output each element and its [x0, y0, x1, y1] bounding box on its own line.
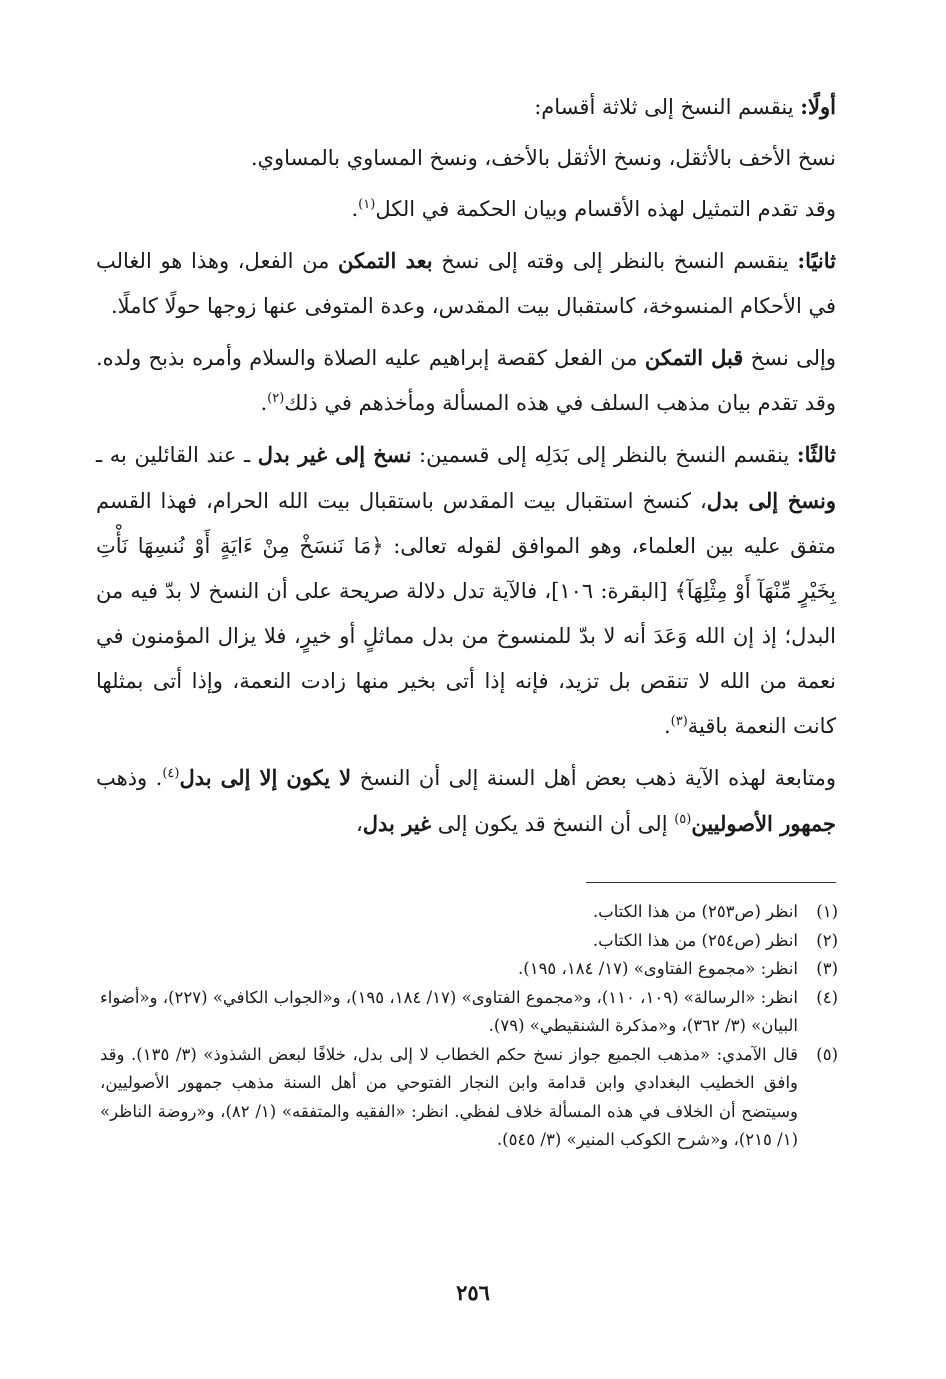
footnote-ref: (١): [358, 197, 376, 212]
footnote-number: (٥): [816, 1044, 838, 1064]
footnote-text: انظر (ص٢٥٣) من هذا الكتاب.: [592, 902, 798, 921]
text-run: ينقسم النسخ بالنظر إلى بَدَلِه إلى قسمين:: [411, 443, 797, 467]
footnote-number: (٣): [816, 959, 838, 978]
text-run: ينقسم النسخ إلى ثلاثة أقسام:: [534, 95, 801, 119]
page-number: ٢٥٦: [456, 1280, 490, 1305]
footnote-ref: (٢): [267, 391, 285, 406]
text-run: .: [663, 714, 671, 738]
footnote-ref: (٤): [162, 766, 180, 781]
paragraph: [96, 238, 836, 329]
bold-term: جمهور الأصوليين: [691, 811, 836, 836]
text-run: وإلى نسخ: [743, 346, 836, 370]
bold-term: ثانيًا:: [797, 248, 836, 273]
footnote-divider: [586, 882, 836, 883]
paragraph: [96, 84, 836, 130]
paragraph: [96, 432, 836, 749]
bold-term: غير بدل: [362, 811, 432, 836]
text-run: ،: [355, 812, 363, 836]
text-run: ومتابعة لهذه الآية ذهب بعض أهل السنة إلى أن النسخ: [351, 766, 836, 790]
text-run: ـ عند القائلين به ـ: [96, 443, 258, 467]
text-run: ، كنسخ استقبال بيت المقدس باستقبال بيت الله الحرام، فهذا القسم متفق عليه بين العلماء، وهو الموافق لقوله تعالى: ﴿مَا نَنسَخْ مِنْ ءَايَةٍ أَوْ نُنسِهَا نَأْتِ بِخَيْرٍ مِّنْهَآ أَوْ مِثْلِهَآ﴾ [البقرة: ١٠٦]، فالآية تدل دلالة صريحة على أن النسخ لا بدّ فيه من البدل؛ إذ إن الله وَعَدَ أنه لا بدّ للمنسوخ من بدل مماثلٍ أو خيرٍ، فلا يزال المؤمنون في نعمة من الله لا تنقص بل تزيد، فإنه إذا أتى بخير منها زادت النعمة، وإذا أتى بمثلها كانت النعمة باقية: [96, 489, 837, 738]
footnote: [100, 955, 838, 984]
main-text: [96, 84, 836, 853]
text-run: .: [260, 391, 268, 415]
text-run: من الفعل، وهذا هو الغالب في الأحكام المنسوخة، كاستقبال بيت المقدس، وعدة المتوفى عنها زوجها حولًا كاملًا.: [96, 249, 836, 318]
text-run: ينقسم النسخ بالنظر إلى وقته إلى نسخ: [432, 249, 798, 273]
footnote-number: (٢): [816, 930, 838, 950]
footnote-number: (١): [816, 902, 838, 921]
footnote: [100, 984, 838, 1041]
paragraph: [96, 187, 836, 232]
paragraph: [96, 136, 836, 181]
footnote-text: انظر: «الرسالة» (١٠٩، ١١٠)، و«مجموع الفتاوى» (١٧/ ١٨٤، ١٩٥)، و«الجواب الكافي» (٢٢٧)، و«أضواء البيان» (٣/ ٣٦٢)، و«مذكرة الشنقيطي» (٧٩).: [100, 987, 799, 1035]
text-run: .: [351, 197, 359, 221]
footnote-ref: (٥): [674, 812, 692, 827]
bold-term: ونسخ إلى بدل: [706, 488, 836, 513]
footnote: [100, 898, 838, 927]
bold-term: ثالثًا:: [796, 442, 836, 467]
bold-term: لا يكون إلا إلى بدل: [179, 765, 352, 790]
bold-term: أولًا:: [800, 94, 836, 119]
paragraph: [96, 755, 836, 847]
footnote-number: (٤): [816, 987, 838, 1007]
footnote: [100, 927, 838, 956]
footnotes: [100, 898, 838, 1155]
footnote-text: انظر (ص٢٥٤) من هذا الكتاب.: [592, 930, 798, 950]
text-run: وقد تقدم التمثيل لهذه الأقسام وبيان الحكمة في الكل: [375, 197, 836, 221]
text-run: نسخ الأخف بالأثقل، ونسخ الأثقل بالأخف، ونسخ المساوي بالمساوي.: [250, 146, 836, 170]
bold-term: بعد التمكن: [337, 248, 433, 273]
footnote-text: انظر: «مجموع الفتاوى» (١٧/ ١٨٤، ١٩٥).: [518, 959, 798, 978]
paragraph: [96, 335, 836, 426]
footnote-ref: (٣): [670, 714, 688, 729]
text-run: . وذهب: [96, 766, 163, 790]
footnote-text: قال الآمدي: «مذهب الجميع جواز نسخ حكم الخطاب لا إلى بدل، خلافًا لبعض الشذوذ» (٣/ ١٣٥). وقد وافق الخطيب البغدادي وابن قدامة وابن النجار الفتوحي من أهل السنة مذهب جمهور الأصوليين، وسيتضح أن الخلاف في هذه المسألة خلاف لفظي. انظر: «الفقيه والمتفقه» (١/ ٨٢)، و«روضة الناظر» (١/ ٢١٥)، و«شرح الكوكب المنير» (٣/ ٥٤٥).: [100, 1044, 799, 1149]
text-run: إلى أن النسخ قد يكون إلى: [431, 812, 675, 836]
bold-term: قبل التمكن: [644, 345, 744, 370]
bold-term: نسخ إلى غير بدل: [257, 442, 412, 467]
footnote: [100, 1041, 838, 1155]
text-run: من الفعل كقصة إبراهيم عليه الصلاة والسلام وأمره بذبح ولده. وقد تقدم بيان مذهب السلف في هذه المسألة ومأخذهم في ذلك: [96, 346, 836, 415]
